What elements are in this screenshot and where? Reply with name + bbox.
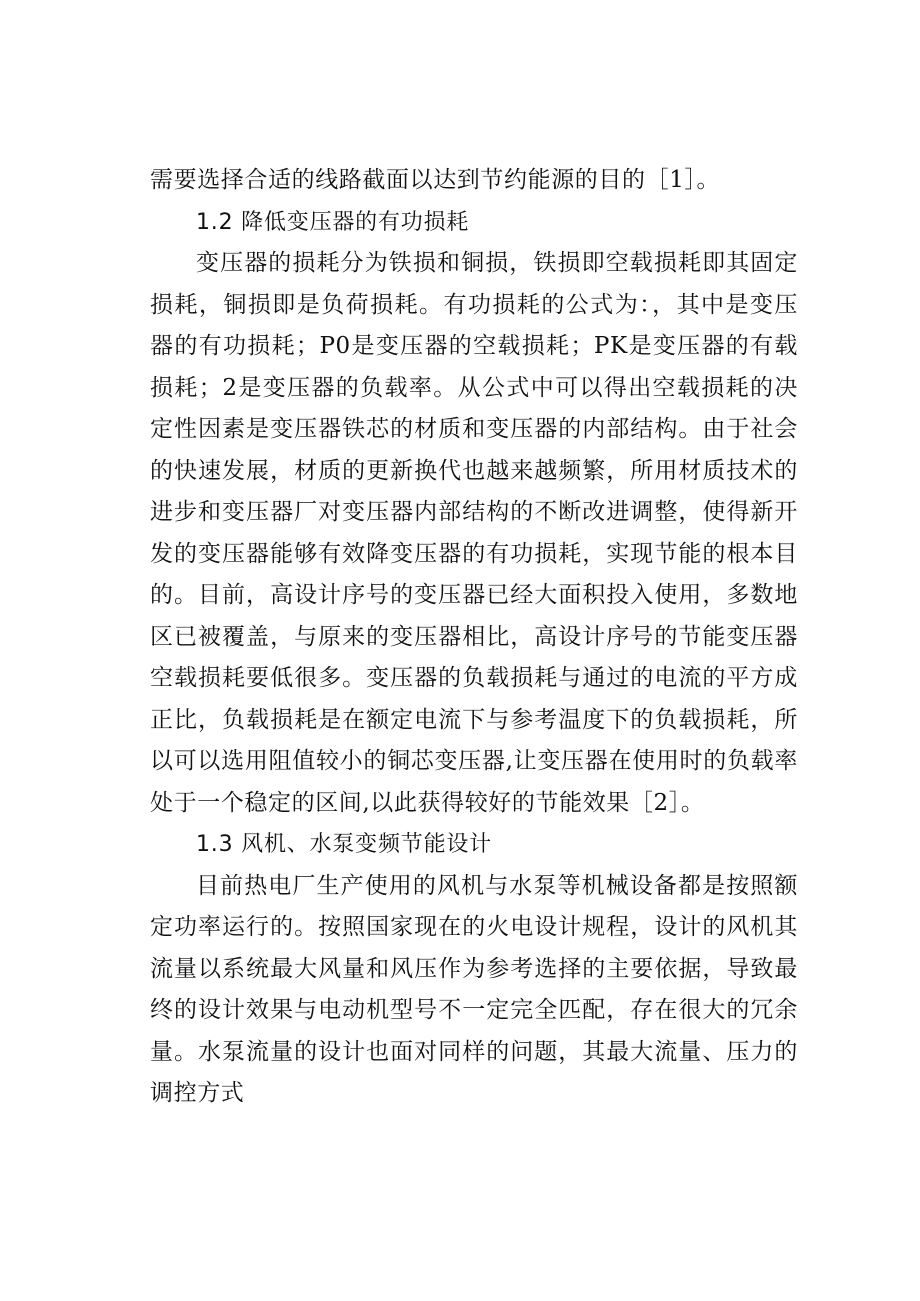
section-heading-1-3: 1.3 风机、水泵变频节能设计: [196, 832, 492, 857]
paragraph-transformer-loss: 变压器的损耗分为铁损和铜损，铁损即空载损耗即其固定损耗，铜损即是负荷损耗。有功损耗的公式为：，其中是变压器的有功损耗；P0是变压器的空载损耗；PK是变压器的有载损耗；2是变压器的负载率。从公式中可以得出空载损耗的决定性因素是变压器铁芯的材质和变压器的内部结构。由于社会的快速发展，材质的更新换代也越来越频繁，所用材质技术的进步和变压器厂对变压器内部结构的不断改进调整，使得新开发的变压器能够有效降变压器的有功损耗，实现节能的根本目的。目前，高设计序号的变压器已经大面积投入使用，多数地区已被覆盖，与原来的变压器相比，高设计序号的节能变压器空载损耗要低很多。变压器的负载损耗与通过的电流的平方成正比，负载损耗是在额定电流下与参考温度下的负载损耗，所以可以选用阻值较小的铜芯变压器,让变压器在使用时的负载率处于一个稳定的区间,以此获得较好的节能效果［2］。: [150, 250, 798, 816]
paragraph-fan-pump: 目前热电厂生产使用的风机与水泵等机械设备都是按照额定功率运行的。按照国家现在的火电设计规程，设计的风机其流量以系统最大风量和风压作为参考选择的主要依据，导致最终的设计效果与电动机型号不一定完全匹配，存在很大的冗余量。水泵流量的设计也面对同样的问题，其最大流量、压力的调控方式: [150, 872, 798, 1106]
paragraph-continued: 需要选择合适的线路截面以达到节约能源的目的［1］。: [150, 167, 721, 193]
document-body: [150, 160, 798, 1115]
section-heading-1-2: 1.2 降低变压器的有功损耗: [196, 209, 470, 235]
